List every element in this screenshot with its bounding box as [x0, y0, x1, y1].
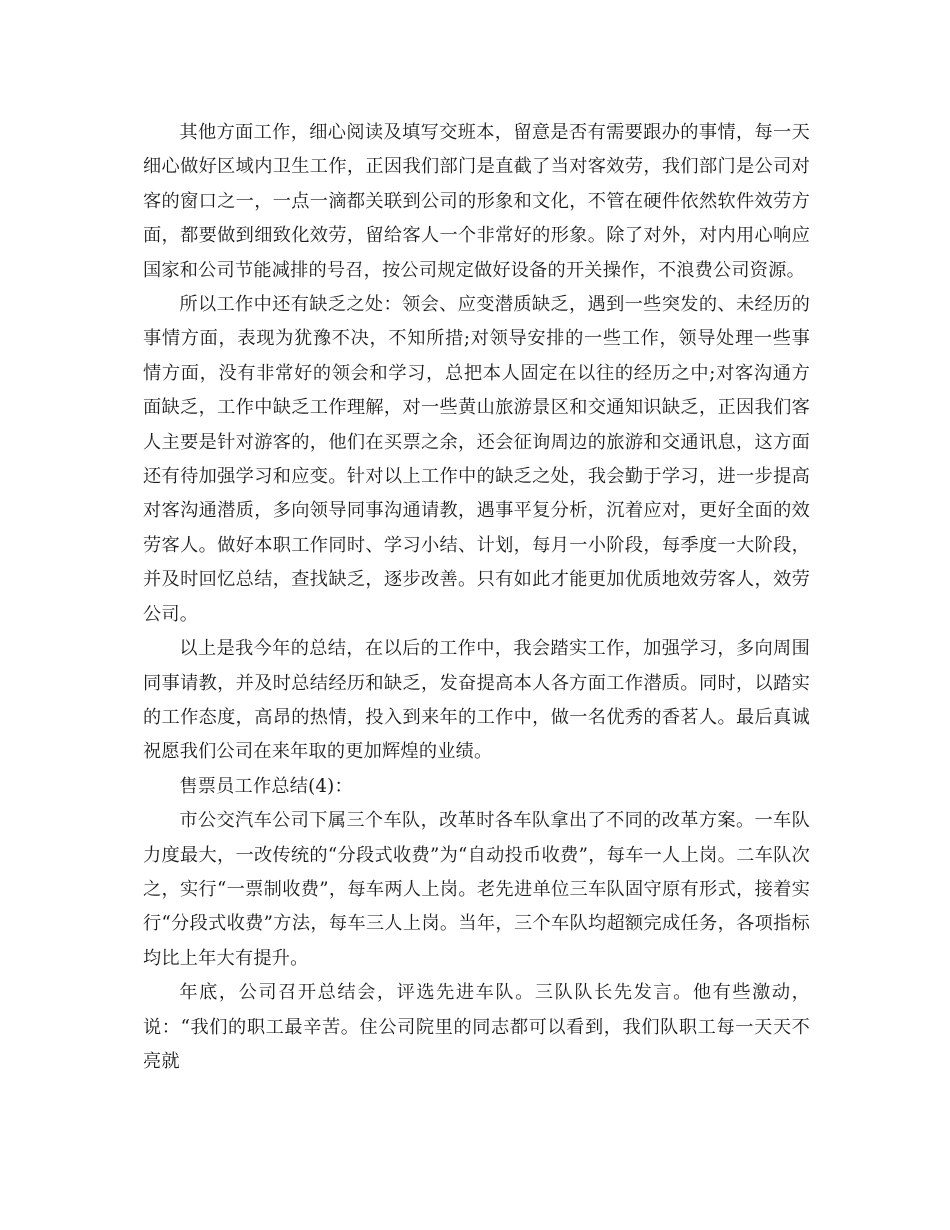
paragraph-year-end-meeting: 年底，公司召开总结会，评选先进车队。三队队长先发言。他有些激动，说：“我们的职工最辛苦。住公司院里的同志都可以看到，我们队职工每一天天不亮就 [143, 982, 810, 1072]
paragraph-shortcomings: 所以工作中还有缺乏之处：领会、应变潜质缺乏，遇到一些突发的、未经历的事情方面，表现为犹豫不决，不知所措;对领导安排的一些工作，领导处理一些事情方面，没有非常好的领会和学习，总把本人固定在以往的经历之中;对客沟通方面缺乏，工作中缺乏工作理解，对一些黄山旅游景区和交通知识缺乏，正因我们客人主要是针对游客的，他们在买票之余，还会征询周边的旅游和交通讯息，这方面还有待加强学习和应变。针对以上工作中的缺乏之处，我会勤于学习，进一步提高对客沟通潜质，多向领导同事沟通请教，遇事平复分析，沉着应对，更好全面的效劳客人。做好本职工作同时、学习小结、计划，每月一小阶段，每季度一大阶段，并及时回忆总结，查找缺乏，逐步改善。只有如此才能更加优质地效劳客人，效劳公司。 [143, 294, 810, 625]
paragraph-conclusion: 以上是我今年的总结，在以后的工作中，我会踏实工作，加强学习，多向周围同事请教，并及时总结经历和缺乏，发奋提高本人各方面工作潜质。同时，以踏实的工作态度，高昂的热情，投入到来年的工作中，做一名优秀的香茗人。最后真诚祝愿我们公司在来年取的更加辉煌的业绩。 [143, 638, 810, 763]
paragraph-other-work: 其他方面工作，细心阅读及填写交班本，留意是否有需要跟办的事情，每一天细心做好区域内卫生工作，正因我们部门是直截了当对客效劳，我们部门是公司对客的窗口之一，一点一滴都关联到公司的形象和文化，不管在硬件依然软件效劳方面，都要做到细致化效劳，留给客人一个非常好的形象。除了对外，对内用心响应国家和公司节能减排的号召，按公司规定做好设备的开关操作，不浪费公司资源。 [143, 122, 810, 281]
section-heading: 售票员工作总结(4)： [179, 775, 353, 797]
paragraph-bus-reform: 市公交汽车公司下属三个车队，改革时各车队拿出了不同的改革方案。一车队力度最大，一改传统的“分段式收费”为“自动投币收费”，每车一人上岗。二车队次之，实行“一票制收费”，每车两人上岗。老先进单位三车队固守原有形式，接着实行“分段式收费”方法，每车三人上岗。当年，三个车队均超额完成任务，各项指标均比上年大有提升。 [143, 810, 810, 969]
document-page [143, 116, 810, 1079]
